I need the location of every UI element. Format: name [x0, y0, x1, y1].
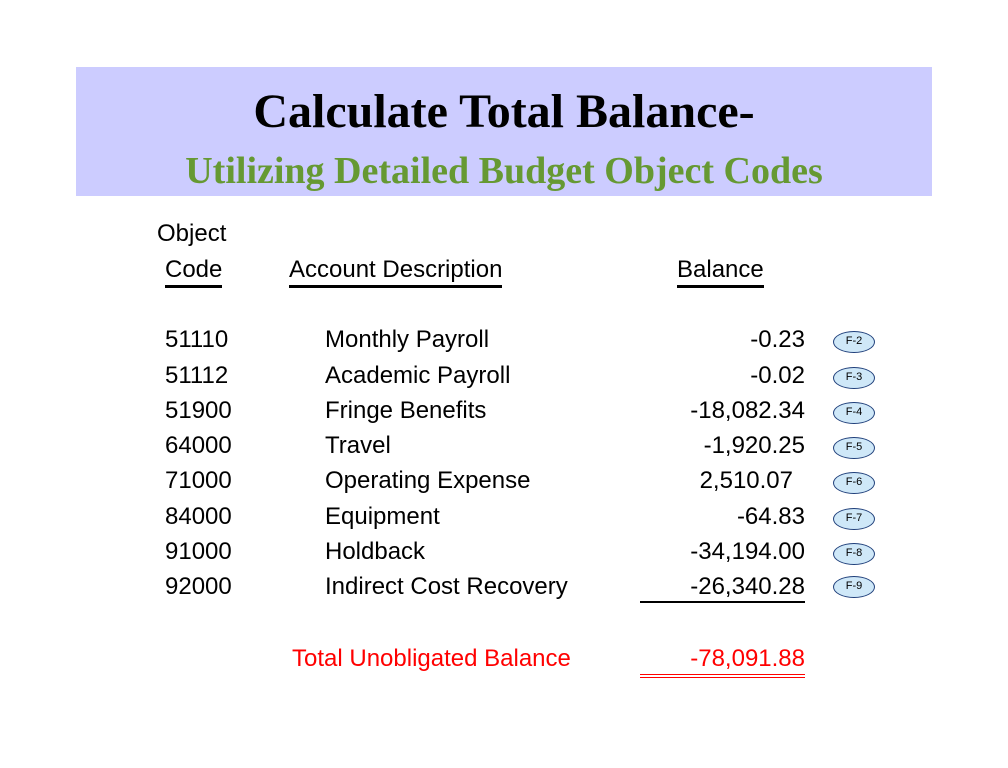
row-object-code: 51900 — [165, 397, 232, 424]
title-banner — [76, 67, 932, 196]
row-balance: -26,340.28 — [640, 573, 805, 603]
row-object-code: 71000 — [165, 467, 232, 494]
header-object-code: Code — [165, 256, 222, 288]
reference-badge-f9[interactable]: F-9 — [833, 576, 875, 598]
row-object-code: 51112 — [165, 362, 229, 389]
row-object-code: 91000 — [165, 538, 232, 565]
row-balance: -18,082.34 — [690, 397, 805, 424]
header-balance: Balance — [677, 256, 764, 288]
reference-badge-f4[interactable]: F-4 — [833, 402, 875, 424]
row-object-code: 64000 — [165, 432, 232, 459]
slide-title: Calculate Total Balance- — [253, 85, 755, 138]
reference-badge-f5[interactable]: F-5 — [833, 437, 875, 459]
reference-badge-f7[interactable]: F-7 — [833, 508, 875, 530]
header-object-line1: Object — [157, 220, 227, 247]
reference-badge-f3[interactable]: F-3 — [833, 367, 875, 389]
row-account-description: Equipment — [325, 503, 440, 530]
row-balance: -0.02 — [750, 362, 805, 389]
row-object-code: 92000 — [165, 573, 232, 600]
row-balance: -0.23 — [750, 326, 805, 353]
row-account-description: Fringe Benefits — [325, 397, 487, 424]
reference-badge-f8[interactable]: F-8 — [833, 543, 875, 565]
slide-subtitle: Utilizing Detailed Budget Object Codes — [185, 150, 823, 192]
row-account-description: Operating Expense — [325, 467, 531, 494]
total-value: -78,091.88 — [640, 645, 805, 678]
row-balance: -34,194.00 — [690, 538, 805, 565]
row-account-description: Holdback — [325, 538, 426, 565]
row-account-description: Travel — [325, 432, 391, 459]
row-account-description: Indirect Cost Recovery — [325, 573, 568, 600]
reference-badge-f2[interactable]: F-2 — [833, 331, 875, 353]
row-object-code: 51110 — [165, 326, 229, 353]
reference-badge-f6[interactable]: F-6 — [833, 472, 875, 494]
row-account-description: Monthly Payroll — [325, 326, 490, 353]
row-object-code: 84000 — [165, 503, 232, 530]
row-balance: -64.83 — [736, 503, 805, 530]
row-balance: 2,510.07 — [699, 467, 793, 494]
header-account-description: Account Description — [289, 256, 502, 288]
total-label: Total Unobligated Balance — [292, 645, 571, 672]
row-balance: -1,920.25 — [703, 432, 805, 459]
row-account-description: Academic Payroll — [325, 362, 511, 389]
